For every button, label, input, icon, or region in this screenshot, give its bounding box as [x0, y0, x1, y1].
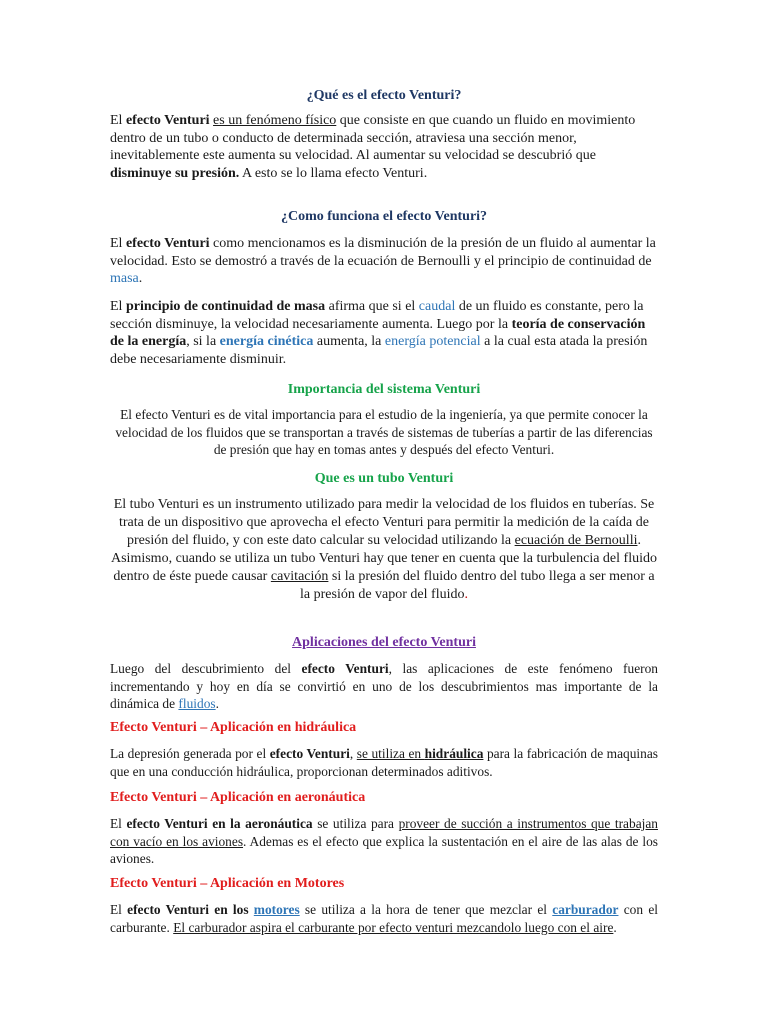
bold-term: efecto Venturi [269, 746, 350, 761]
section-heading-tubo-venturi: Que es un tubo Venturi [314, 471, 454, 486]
link-motores[interactable]: motores [253, 902, 300, 917]
link-masa[interactable]: masa [110, 271, 139, 287]
link-fluidos[interactable]: fluidos [178, 696, 216, 712]
section-heading-hidraulica: Efecto Venturi – Aplicación en hidráulica [110, 720, 357, 735]
section-heading-motores: Efecto Venturi – Aplicación en Motores [110, 876, 345, 891]
section-heading-aeronautica: Efecto Venturi – Aplicación en aeronáutica [110, 790, 366, 805]
link-cavitacion[interactable]: cavitación [270, 569, 329, 584]
link-carburador[interactable]: carburador [552, 902, 619, 917]
bold-term: disminuye su presión. [110, 165, 240, 181]
paragraph-aplicaciones: Luego del descubrimiento del efecto Venturi, las aplicaciones de este fenómeno fueron incrementando y hoy en día se convirtió en uno de los descubrimientos mas importante de la dinámica de fluidos. [110, 661, 659, 712]
bold-term: efecto Venturi en la aeronáutica [126, 816, 313, 831]
paragraph-como-funciona: El efecto Venturi como mencionamos es la disminución de la presión de un fluido al aumentar la velocidad. Esto se demostró a través de la ecuación de Bernoulli y el principio de continuidad de masa. [110, 236, 656, 287]
paragraph-importancia: El efecto Venturi es de vital importancia para el estudio de la ingeniería, ya que permite conocer la velocidad de los fluidos que se transportan a través de sistemas de tuberías a partir de las diferencias de presión que hay en tomas antes y después del efecto Venturi. [115, 407, 653, 458]
paragraph-que-es: El efecto Venturi es un fenómeno físico que consiste en que cuando un fluido en movimiento dentro de un tubo o conducto de determinada sección, atraviesa una sección menor, inevitablemente este aumenta su velocidad. Al aumentar su velocidad se descubrió que disminuye su presión. A esto se lo llama efecto Venturi. [110, 113, 636, 181]
underlined-phrase: proveer de succión a instrumentos que trabajan con vacío en los aviones [110, 816, 658, 849]
underlined-phrase: se utiliza en [356, 746, 425, 761]
bold-term: efecto Venturi en los [127, 902, 254, 917]
bold-term: efecto Venturi [125, 236, 210, 251]
paragraph-principio-continuidad: El principio de continuidad de masa afirma que si el caudal de un fluido es constante, pero la sección disminuye, la velocidad necesariamente aumenta. Luego por la teoría de conservación de la energía, si la energía cinética aumenta, la energía potencial a la cual esta atada la presión debe necesariamente disminuir. [110, 299, 648, 367]
section-heading-que-es: ¿Qué es el efecto Venturi? [306, 88, 462, 103]
bold-term: efecto Venturi [301, 661, 389, 676]
section-heading-importancia: Importancia del sistema Venturi [287, 382, 481, 397]
paragraph-motores: El efecto Venturi en los motores se utiliza a la hora de tener que mezclar el carburador con el carburante. El carburador aspira el carburante por efecto venturi mezcandolo luego con el aire. [110, 902, 658, 935]
section-heading-como-funciona: ¿Como funciona el efecto Venturi? [280, 209, 488, 224]
bold-term: principio de continuidad de masa [125, 299, 326, 314]
bold-underlined-term: hidráulica [424, 746, 484, 761]
section-heading-aplicaciones[interactable]: Aplicaciones del efecto Venturi [292, 635, 476, 650]
bold-term: teoría de conservación de la energía [110, 316, 646, 350]
underlined-phrase: es un fenómeno físico [213, 113, 337, 128]
link-energia-potencial[interactable]: energía potencial [384, 334, 481, 350]
bold-term: efecto Venturi [125, 113, 210, 128]
link-energia-cinetica[interactable]: energía cinética [219, 334, 314, 350]
paragraph-aeronautica: El efecto Venturi en la aeronáutica se utiliza para proveer de succión a instrumentos que trabajan con vacío en los aviones. Ademas es el efecto que explica la sustentación en el aire de las alas de los aviones. [110, 816, 658, 867]
underlined-phrase: El carburador aspira el carburante por efecto venturi mezcandolo luego con el aire [173, 919, 614, 935]
link-caudal[interactable]: caudal [418, 299, 456, 314]
paragraph-hidraulica: La depresión generada por el efecto Venturi, se utiliza en hidráulica para la fabricación de maquinas que en una conducción hidráulica, proporcionan determinados aditivos. [110, 746, 658, 779]
link-ecuacion-bernoulli[interactable]: ecuación de Bernoulli [514, 533, 638, 548]
paragraph-tubo-venturi: El tubo Venturi es un instrumento utilizado para medir la velocidad de los fluidos en tuberías. Se trata de un dispositivo que aprovecha el efecto Venturi para permitir la medición de la caída de presión del fluido, y con este dato calcular su velocidad utilizando la ecuación de Bernoulli. Asimismo, cuando se utiliza un tubo Venturi hay que tener en cuenta que la turbulencia del fluido dentro de éste puede causar cavitación si la presión del fluido dentro del tubo llega a ser menor a la presión de vapor del fluido. [111, 497, 657, 602]
